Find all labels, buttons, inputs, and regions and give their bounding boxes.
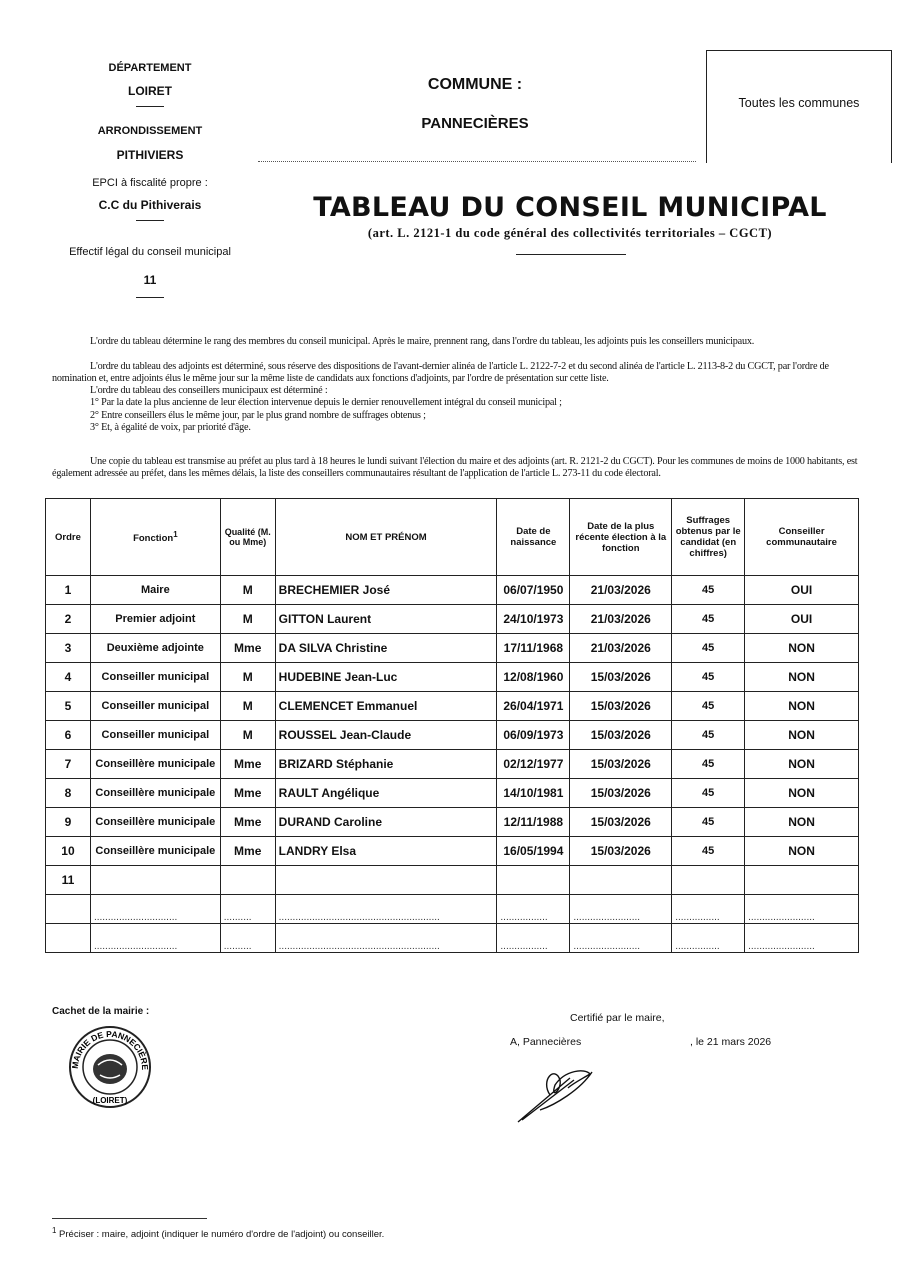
- cell-fonction: Conseillère municipale: [90, 808, 220, 837]
- cell-nom: [275, 866, 497, 895]
- cell-suffrages: 45: [672, 663, 745, 692]
- cell-qualite: Mme: [220, 779, 275, 808]
- cell-qualite: M: [220, 692, 275, 721]
- cell-qualite: Mme: [220, 837, 275, 866]
- departement-value: LOIRET: [128, 84, 172, 98]
- cell-ordre: 9: [46, 808, 91, 837]
- cell-suffrages: 45: [672, 692, 745, 721]
- page-subtitle: (art. L. 2121-1 du code général des collectivités territoriales – CGCT): [367, 226, 773, 240]
- table-header-row: [46, 499, 859, 576]
- cell-ordre: 5: [46, 692, 91, 721]
- header-naissance: Date de naissance: [497, 499, 570, 576]
- cell-suffrages: 45: [672, 808, 745, 837]
- divider: [136, 106, 164, 107]
- cell-election: 15/03/2026: [570, 663, 672, 692]
- cell-qualite: M: [220, 605, 275, 634]
- paragraph-6: 3° Et, à égalité de voix, par priorité d'âge.: [90, 422, 251, 433]
- cell-nom: BRIZARD Stéphanie: [275, 750, 497, 779]
- cell-fonction: Deuxième adjointe: [90, 634, 220, 663]
- cell-communautaire: NON: [745, 721, 859, 750]
- paragraph-7: Une copie du tableau est transmise au préfet au plus tard à 18 heures le lundi suivant l'élection du maire et des adjoints (art. R. 2121-2 du CGCT). Pour les communes de moins de 1000 habitants, est également adressée au préfet, dans les mêmes délais, la liste des conseillers communautaires résultant de l'application de l'article L. 273-11 du code électoral.: [52, 456, 858, 479]
- cell-communautaire: NON: [745, 779, 859, 808]
- cell-communautaire: NON: [745, 750, 859, 779]
- cell-qualite: M: [220, 576, 275, 605]
- cell-qualite: M: [220, 663, 275, 692]
- lieu: A, Pannecières: [510, 1036, 582, 1048]
- cell-nom: CLEMENCET Emmanuel: [275, 692, 497, 721]
- cell-election: 21/03/2026: [570, 576, 672, 605]
- cell-naissance: 12/11/1988: [497, 808, 570, 837]
- cell-blank: [46, 895, 91, 924]
- cell-naissance: 02/12/1977: [497, 750, 570, 779]
- table-row: [46, 692, 859, 721]
- footnote-divider: [52, 1218, 207, 1219]
- cell-fonction: Maire: [90, 576, 220, 605]
- cell-suffrages: 45: [672, 576, 745, 605]
- commune-label: COMMUNE :: [427, 76, 523, 93]
- cell-election: 15/03/2026: [570, 750, 672, 779]
- cell-ordre: 2: [46, 605, 91, 634]
- cell-fonction: [90, 866, 220, 895]
- svg-text:(LOIRET): (LOIRET): [92, 1096, 128, 1105]
- effectif-value: 11: [143, 273, 157, 287]
- svg-text:MAIRIE DE PANNECIÈRES: MAIRIE DE PANNECIÈRE: [69, 1028, 151, 1071]
- cell-election: 15/03/2026: [570, 692, 672, 721]
- cell-ordre: 8: [46, 779, 91, 808]
- footnote-text: Préciser : maire, adjoint (indiquer le numéro d'ordre de l'adjoint) ou conseiller.: [59, 1229, 385, 1241]
- commune-box: [706, 50, 892, 163]
- cell-communautaire: NON: [745, 634, 859, 663]
- header-qualite: Qualité (M. ou Mme): [220, 499, 275, 576]
- header-suffrages: Suffrages obtenus par le candidat (en chiffres): [672, 499, 745, 576]
- cell-blank: .................: [497, 895, 570, 924]
- cell-blank: ..........................................................: [275, 895, 497, 924]
- cell-ordre: 3: [46, 634, 91, 663]
- table-row: [46, 837, 859, 866]
- cell-qualite: M: [220, 721, 275, 750]
- cell-ordre: 7: [46, 750, 91, 779]
- table-row: [46, 779, 859, 808]
- cell-naissance: 24/10/1973: [497, 605, 570, 634]
- cell-election: 21/03/2026: [570, 605, 672, 634]
- arrondissement-label: ARRONDISSEMENT: [97, 125, 203, 137]
- cell-naissance: 06/09/1973: [497, 721, 570, 750]
- table-row: [46, 663, 859, 692]
- cell-communautaire: [745, 866, 859, 895]
- paragraph-1: L'ordre du tableau détermine le rang des membres du conseil municipal. Après le maire, prennent rang, dans l'ordre du tableau, les adjoints puis les conseillers municipaux.: [90, 336, 755, 347]
- cell-election: [570, 866, 672, 895]
- cell-fonction: Conseillère municipale: [90, 779, 220, 808]
- cell-nom: GITTON Laurent: [275, 605, 497, 634]
- paragraph-5: 2° Entre conseillers élus le même jour, par le plus grand nombre de suffrages obtenus ;: [90, 410, 426, 421]
- cell-suffrages: 45: [672, 837, 745, 866]
- header-fonction-label: Fonction: [133, 533, 174, 545]
- cell-blank: ..........................................................: [275, 924, 497, 953]
- cell-qualite: [220, 866, 275, 895]
- footnote-mark: 1: [173, 529, 178, 539]
- cell-suffrages: 45: [672, 721, 745, 750]
- cell-communautaire: OUI: [745, 576, 859, 605]
- cell-suffrages: 45: [672, 634, 745, 663]
- arrondissement-value: PITHIVIERS: [116, 148, 184, 162]
- divider: [136, 220, 164, 221]
- cell-communautaire: NON: [745, 808, 859, 837]
- cell-fonction: Conseillère municipale: [90, 750, 220, 779]
- box-text: Toutes les communes: [738, 96, 860, 110]
- departement-label: DÉPARTEMENT: [108, 62, 192, 74]
- cell-nom: BRECHEMIER José: [275, 576, 497, 605]
- council-table: [45, 498, 859, 953]
- cell-communautaire: NON: [745, 837, 859, 866]
- footnote-number: 1: [52, 1226, 57, 1235]
- cell-ordre: 4: [46, 663, 91, 692]
- cell-suffrages: 45: [672, 750, 745, 779]
- cell-naissance: 12/08/1960: [497, 663, 570, 692]
- header-communautaire: Conseiller communautaire: [745, 499, 859, 576]
- epci-label: EPCI à fiscalité propre :: [92, 177, 208, 189]
- cell-nom: DURAND Caroline: [275, 808, 497, 837]
- divider: [516, 254, 626, 255]
- cell-blank: ........................: [745, 924, 859, 953]
- divider: [136, 297, 164, 298]
- cell-naissance: 26/04/1971: [497, 692, 570, 721]
- cell-nom: DA SILVA Christine: [275, 634, 497, 663]
- table-row: [46, 750, 859, 779]
- cell-blank: .................: [497, 924, 570, 953]
- table-row-blank: [46, 895, 859, 924]
- cell-ordre: 11: [46, 866, 91, 895]
- epci-value: C.C du Pithiverais: [98, 198, 202, 212]
- cell-naissance: 17/11/1968: [497, 634, 570, 663]
- cell-suffrages: [672, 866, 745, 895]
- cell-election: 15/03/2026: [570, 837, 672, 866]
- cell-qualite: Mme: [220, 750, 275, 779]
- cell-naissance: 14/10/1981: [497, 779, 570, 808]
- cell-blank: [46, 924, 91, 953]
- paragraph-2: L'ordre du tableau des adjoints est déterminé, sous réserve des dispositions de l'avant-dernier alinéa de l'article L. 2122-7-2 et du second alinéa de l'article L. 2113-8-2 du CGCT, par l'ordre de nomination et, entre adjoints élus le même jour sur la même liste de candidats aux fonctions d'adjoints, par l'ordre de présentation sur cette liste.: [52, 361, 829, 384]
- cell-fonction: Conseiller municipal: [90, 721, 220, 750]
- cell-fonction: Conseillère municipale: [90, 837, 220, 866]
- cell-naissance: [497, 866, 570, 895]
- table-row: [46, 605, 859, 634]
- table-row: [46, 721, 859, 750]
- page-title: TABLEAU DU CONSEIL MUNICIPAL: [313, 192, 827, 223]
- cell-election: 15/03/2026: [570, 721, 672, 750]
- paragraph-4: 1° Par la date la plus ancienne de leur élection intervenue depuis le dernier renouvellement intégral du conseil municipal ;: [90, 397, 562, 408]
- mairie-stamp: [68, 1025, 152, 1109]
- header-fonction: [90, 499, 220, 576]
- cell-blank: ................: [672, 895, 745, 924]
- cell-ordre: 1: [46, 576, 91, 605]
- cell-fonction: Premier adjoint: [90, 605, 220, 634]
- cell-nom: LANDRY Elsa: [275, 837, 497, 866]
- table-row: [46, 808, 859, 837]
- cell-naissance: 06/07/1950: [497, 576, 570, 605]
- cell-suffrages: 45: [672, 605, 745, 634]
- cell-blank: ..............................: [90, 924, 220, 953]
- cell-communautaire: NON: [745, 692, 859, 721]
- mayor-signature: [510, 1060, 610, 1130]
- cachet-label: Cachet de la mairie :: [52, 1006, 150, 1017]
- paragraph-3: L'ordre du tableau des conseillers municipaux est déterminé :: [90, 385, 328, 396]
- cell-blank: ........................: [570, 895, 672, 924]
- cell-naissance: 16/05/1994: [497, 837, 570, 866]
- cell-blank: ..........: [220, 895, 275, 924]
- cell-fonction: Conseiller municipal: [90, 663, 220, 692]
- header-election: Date de la plus récente élection à la fonction: [570, 499, 672, 576]
- cell-communautaire: NON: [745, 663, 859, 692]
- footnote: [52, 1226, 384, 1240]
- table-row-blank: [46, 924, 859, 953]
- date-signature: , le 21 mars 2026: [690, 1036, 772, 1048]
- cell-election: 15/03/2026: [570, 779, 672, 808]
- commune-name: PANNECIÈRES: [421, 115, 529, 132]
- effectif-label: Effectif légal du conseil municipal: [69, 246, 231, 258]
- table-row: [46, 634, 859, 663]
- cell-nom: HUDEBINE Jean-Luc: [275, 663, 497, 692]
- cell-ordre: 6: [46, 721, 91, 750]
- cell-qualite: Mme: [220, 634, 275, 663]
- header-ordre: Ordre: [46, 499, 91, 576]
- cell-ordre: 10: [46, 837, 91, 866]
- cell-blank: ........................: [745, 895, 859, 924]
- commune-dotted-line: [258, 161, 696, 162]
- cell-blank: ........................: [570, 924, 672, 953]
- cell-nom: ROUSSEL Jean-Claude: [275, 721, 497, 750]
- table-row: [46, 866, 859, 895]
- cell-nom: RAULT Angélique: [275, 779, 497, 808]
- cell-election: 15/03/2026: [570, 808, 672, 837]
- cell-blank: ..........: [220, 924, 275, 953]
- cell-election: 21/03/2026: [570, 634, 672, 663]
- cell-blank: ..............................: [90, 895, 220, 924]
- cell-suffrages: 45: [672, 779, 745, 808]
- certifie-label: Certifié par le maire,: [570, 1012, 665, 1024]
- cell-communautaire: OUI: [745, 605, 859, 634]
- header-nom: NOM ET PRÉNOM: [275, 499, 497, 576]
- cell-blank: ................: [672, 924, 745, 953]
- cell-qualite: Mme: [220, 808, 275, 837]
- table-row: [46, 576, 859, 605]
- cell-fonction: Conseiller municipal: [90, 692, 220, 721]
